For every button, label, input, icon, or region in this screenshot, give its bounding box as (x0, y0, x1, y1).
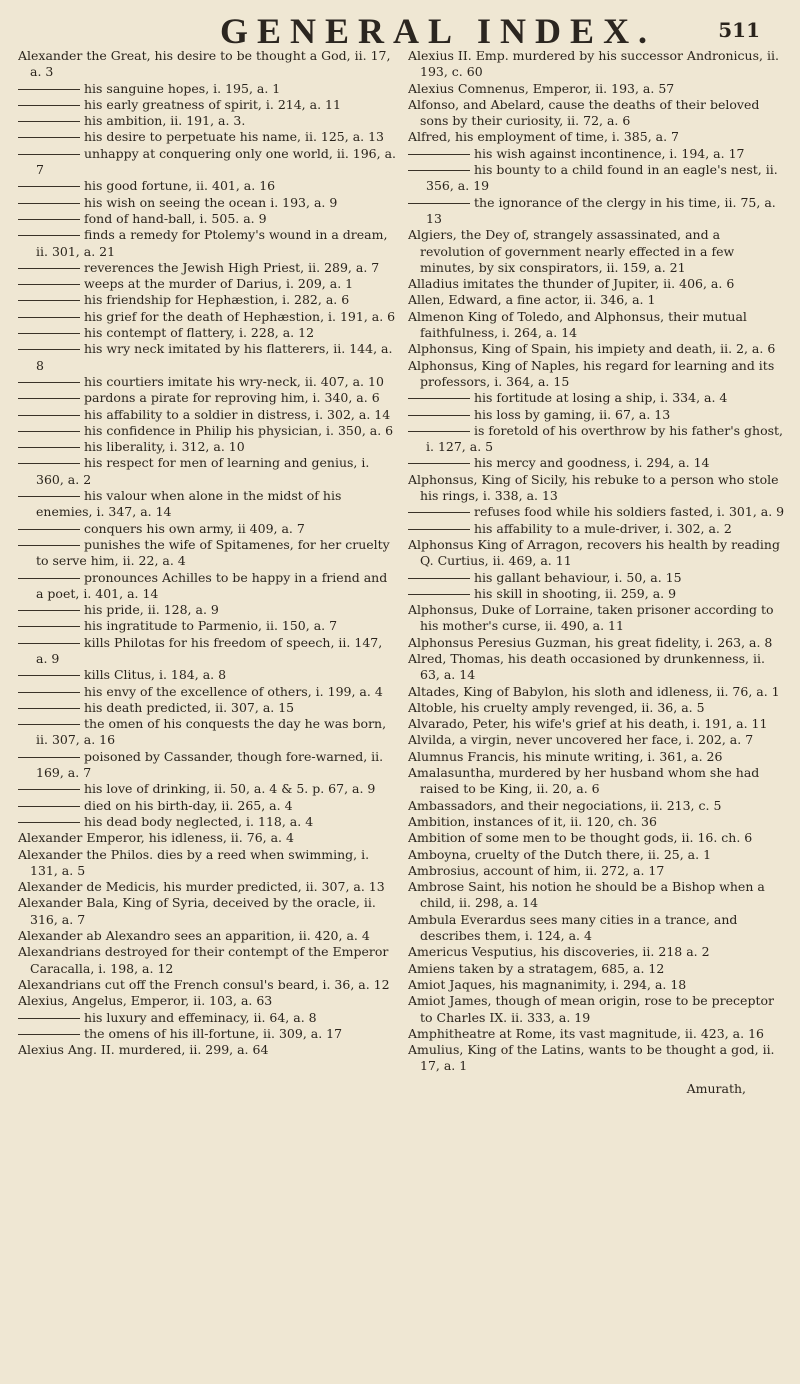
index-subentry: his pride, ii. 128, a. 9 (18, 602, 396, 618)
index-subentry: his wry neck imitated by his flatterers, ii. 144, a. 8 (18, 341, 396, 374)
index-subentry: his courtiers imitate his wry-neck, ii. 407, a. 10 (18, 374, 396, 390)
index-entry: Alumnus Francis, his minute writing, i. 361, a. 26 (408, 748, 723, 764)
index-entry: Alphonsus, King of Sicily, his rebuke to a person who stole his rings, i. 338, a. 13 (408, 471, 779, 504)
index-subentry: unhappy at conquering only one world, ii. 196, a. 7 (18, 146, 396, 179)
index-entry: Alvarado, Peter, his wife's grief at his death, i. 191, a. 11 (408, 716, 768, 732)
index-entry: Alphonsus Peresius Guzman, his great fidelity, i. 263, a. 8 (408, 634, 773, 650)
index-subentry: pardons a pirate for reproving him, i. 340, a. 6 (18, 390, 396, 406)
index-entry: Alexius Comnenus, Emperor, ii. 193, a. 57 (408, 80, 675, 96)
index-entry: Alphonsus, King of Naples, his regard for learning and its professors, i. 364, a. 15 (408, 357, 775, 389)
index-entry: Alexander the Great, his desire to be thought a God, ii. 17, a. 3 (18, 48, 391, 80)
index-subentry: his gallant behaviour, i. 50, a. 15 (408, 570, 786, 586)
index-subentry: punishes the wife of Spitamenes, for her cruelty to serve him, ii. 22, a. 4 (18, 537, 396, 570)
index-entry: Amboyna, cruelty of the Dutch there, ii. 25, a. 1 (408, 846, 712, 862)
index-entry: Alexander ab Alexandro sees an apparition, ii. 420, a. 4 (18, 928, 370, 944)
index-subentry: finds a remedy for Ptolemy's wound in a dream, ii. 301, a. 21 (18, 227, 396, 260)
index-subentry: his liberality, i. 312, a. 10 (18, 439, 396, 455)
index-subentry: his death predicted, ii. 307, a. 15 (18, 700, 396, 716)
index-subentry: his envy of the excellence of others, i. 199, a. 4 (18, 684, 396, 700)
index-subentry: pronounces Achilles to be happy in a friend and a poet, i. 401, a. 14 (18, 570, 396, 603)
index-entry: Almenon King of Toledo, and Alphonsus, their mutual faithfulness, i. 264, a. 14 (408, 308, 747, 341)
index-subentry: his affability to a mule-driver, i. 302, a. 2 (408, 521, 786, 537)
index-entry: Ambrosius, account of him, ii. 272, a. 17 (408, 862, 665, 878)
index-subentry: his grief for the death of Hephæstion, i. 191, a. 6 (18, 309, 396, 325)
index-subentry: his early greatness of spirit, i. 214, a. 11 (18, 97, 396, 113)
index-subentry: is foretold of his overthrow by his father's ghost, i. 127, a. 5 (408, 423, 786, 456)
index-subentry: his love of drinking, ii. 50, a. 4 & 5. p. 67, a. 9 (18, 781, 396, 797)
left-column (18, 48, 396, 1378)
index-entry: Alexandrians cut off the French consul's beard, i. 36, a. 12 (18, 976, 390, 992)
index-subentry: his confidence in Philip his physician, i. 350, a. 6 (18, 423, 396, 439)
index-subentry: poisoned by Cassander, though fore-warned, ii. 169, a. 7 (18, 749, 396, 782)
right-column (408, 48, 786, 1378)
index-subentry: his affability to a soldier in distress, i. 302, a. 14 (18, 407, 396, 423)
index-entry: Alexander Emperor, his idleness, ii. 76, a. 4 (18, 830, 294, 846)
index-subentry: his loss by gaming, ii. 67, a. 13 (408, 407, 786, 423)
index-subentry: kills Philotas for his freedom of speech, ii. 147, a. 9 (18, 635, 396, 668)
index-subentry: his respect for men of learning and genius, i. 360, a. 2 (18, 455, 396, 488)
index-subentry: his dead body neglected, i. 118, a. 4 (18, 814, 396, 830)
index-entry: Amalasuntha, murdered by her husband whom she had raised to be King, ii. 20, a. 6 (408, 765, 760, 797)
index-entry: Ambrose Saint, his notion he should be a Bishop when a child, ii. 298, a. 14 (408, 879, 765, 911)
index-subentry: his valour when alone in the midst of his enemies, i. 347, a. 14 (18, 488, 396, 521)
index-subentry: his wish on seeing the ocean i. 193, a. 9 (18, 195, 396, 211)
index-subentry: his friendship for Hephæstion, i. 282, a. 6 (18, 292, 396, 308)
index-subentry: his mercy and goodness, i. 294, a. 14 (408, 455, 786, 471)
index-subentry: his ingratitude to Parmenio, ii. 150, a. 7 (18, 618, 396, 634)
index-entry: Alexandrians destroyed for their contempt of the Emperor Caracalla, i. 198, a. 12 (18, 944, 389, 976)
index-entry: Alphonsus King of Arragon, recovers his health by reading Q. Curtius, ii. 469, a. 11 (408, 536, 780, 569)
index-subentry: the omen of his conquests the day he was born, ii. 307, a. 16 (18, 716, 396, 749)
index-entry: Ambassadors, and their negociations, ii. 213, c. 5 (408, 797, 722, 813)
index-entry: Alexius Ang. II. murdered, ii. 299, a. 64 (18, 1042, 269, 1058)
index-subentry: reverences the Jewish High Priest, ii. 289, a. 7 (18, 260, 396, 276)
index-subentry: kills Clitus, i. 184, a. 8 (18, 667, 396, 683)
index-subentry: refuses food while his soldiers fasted, i. 301, a. 9 (408, 504, 786, 520)
index-entry: Altoble, his cruelty amply revenged, ii. 36, a. 5 (408, 699, 705, 715)
index-entry: Alexius II. Emp. murdered by his successor Andronicus, ii. 193, c. 60 (408, 48, 779, 80)
index-subentry: the ignorance of the clergy in his time, ii. 75, a. 13 (408, 195, 786, 228)
index-entry: Altades, King of Babylon, his sloth and idleness, ii. 76, a. 1 (408, 683, 780, 699)
index-entry: Amiot Jaques, his magnanimity, i. 294, a. 18 (408, 976, 687, 992)
index-entry: Americus Vesputius, his discoveries, ii. 218 a. 2 (408, 944, 710, 960)
index-entry: Alphonsus, King of Spain, his impiety and death, ii. 2, a. 6 (408, 341, 776, 357)
index-subentry: the omens of his ill-fortune, ii. 309, a. 17 (18, 1026, 396, 1042)
index-entry: Ambition, instances of it, ii. 120, ch. 36 (408, 813, 657, 829)
index-entry: Alvilda, a virgin, never uncovered her face, i. 202, a. 7 (408, 732, 754, 748)
catchword: Amurath, (686, 1080, 746, 1096)
index-entry: Amphitheatre at Rome, its vast magnitude, ii. 423, a. 16 (408, 1025, 764, 1041)
index-entry: Alphonsus, Duke of Lorraine, taken prisoner according to his mother's curse, ii. 490, a. 11 (408, 602, 774, 634)
running-head: GENERAL INDEX. (220, 11, 657, 51)
index-entry: Alfred, his employment of time, i. 385, a. 7 (408, 129, 679, 145)
index-entry: Algiers, the Dey of, strangely assassinated, and a revolution of government nearly effected in a few minutes, by six conspirators, ii. 159, a. 21 (408, 227, 735, 275)
index-subentry: conquers his own army, ii 409, a. 7 (18, 521, 396, 537)
index-entry: Alladius imitates the thunder of Jupiter, ii. 406, a. 6 (408, 276, 735, 292)
index-entry: Amiot James, though of mean origin, rose to be preceptor to Charles IX. ii. 333, a. 19 (408, 993, 774, 1025)
index-entry: Ambula Everardus sees many cities in a trance, and describes them, i. 124, a. 4 (408, 911, 738, 944)
index-subentry: his ambition, ii. 191, a. 3. (18, 113, 396, 129)
index-subentry: his desire to perpetuate his name, ii. 125, a. 13 (18, 129, 396, 145)
index-subentry: his fortitude at losing a ship, i. 334, a. 4 (408, 390, 786, 406)
index-entry: Alred, Thomas, his death occasioned by drunkenness, ii. 63, a. 14 (408, 650, 765, 683)
index-entry: Amulius, King of the Latins, wants to be thought a god, ii. 17, a. 1 (408, 1042, 775, 1074)
index-entry: Allen, Edward, a fine actor, ii. 346, a. 1 (408, 292, 656, 308)
index-subentry: his bounty to a child found in an eagle's nest, ii. 356, a. 19 (408, 162, 786, 195)
index-subentry: his contempt of flattery, i. 228, a. 12 (18, 325, 396, 341)
index-entry: Alfonso, and Abelard, cause the deaths of their beloved sons by their curiosity, ii. 72, a. 6 (408, 96, 760, 129)
index-subentry: his luxury and effeminacy, ii. 64, a. 8 (18, 1010, 396, 1026)
index-subentry: fond of hand-ball, i. 505. a. 9 (18, 211, 396, 227)
page-number: 511 (718, 18, 760, 42)
index-entry: Alexius, Angelus, Emperor, ii. 103, a. 63 (18, 993, 273, 1009)
index-subentry: his skill in shooting, ii. 259, a. 9 (408, 586, 786, 602)
index-entry: Amiens taken by a stratagem, 685, a. 12 (408, 960, 665, 976)
index-subentry: his wish against incontinence, i. 194, a. 17 (408, 146, 786, 162)
index-subentry: his good fortune, ii. 401, a. 16 (18, 178, 396, 194)
index-entry: Alexander Bala, King of Syria, deceived by the oracle, ii. 316, a. 7 (18, 895, 376, 927)
index-entry: Alexander the Philos. dies by a reed when swimming, i. 131, a. 5 (18, 846, 370, 878)
index-entry: Alexander de Medicis, his murder predicted, ii. 307, a. 13 (18, 879, 385, 895)
index-subentry: his sanguine hopes, i. 195, a. 1 (18, 81, 396, 97)
index-subentry: weeps at the murder of Darius, i. 209, a. 1 (18, 276, 396, 292)
index-entry: Ambition of some men to be thought gods, ii. 16. ch. 6 (408, 830, 753, 846)
index-subentry: died on his birth-day, ii. 265, a. 4 (18, 798, 396, 814)
